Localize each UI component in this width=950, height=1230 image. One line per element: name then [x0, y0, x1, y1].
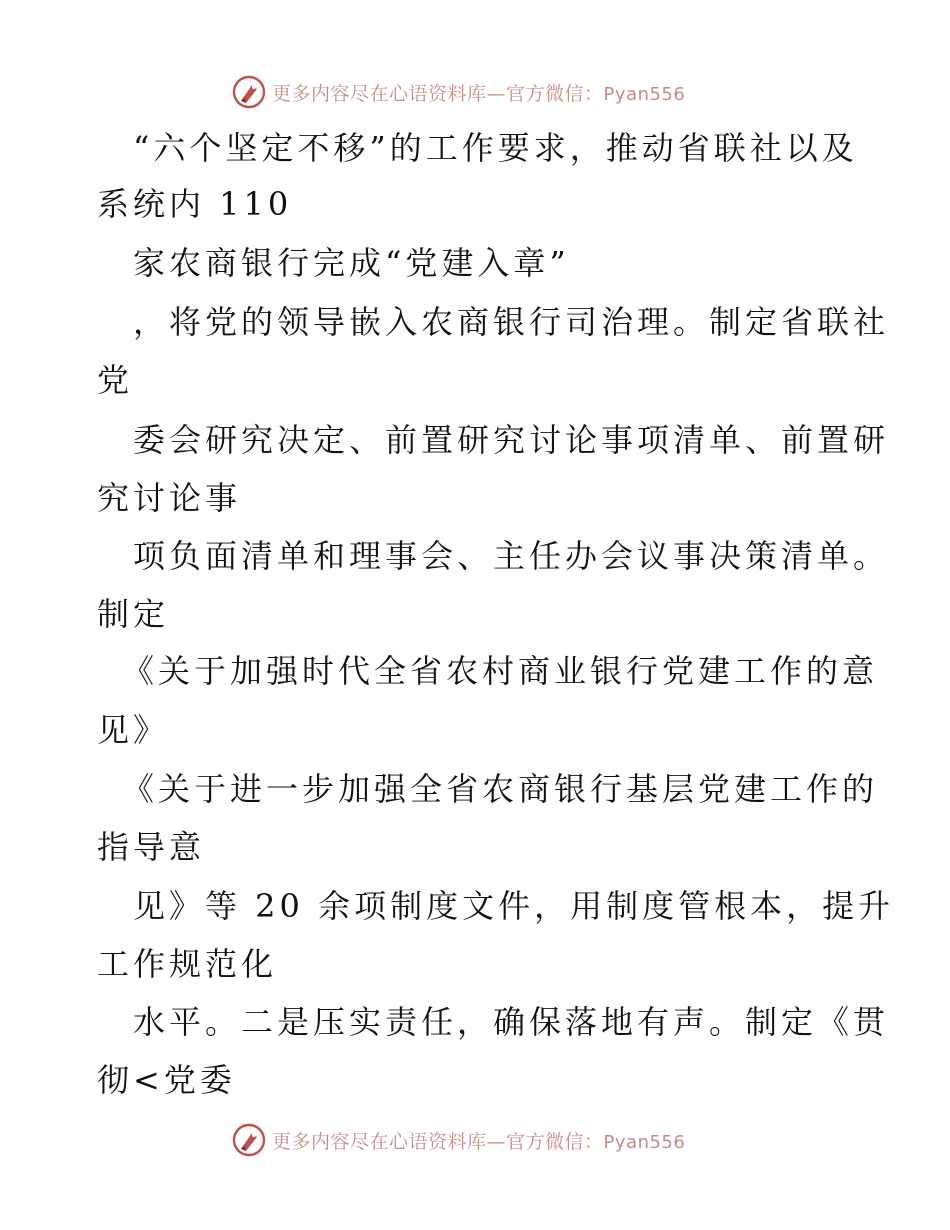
text-line: 项负面清单和理事会、主任办会议事决策清单。: [133, 537, 890, 575]
watermark-wechat-id: Pyan556: [603, 83, 686, 105]
text-line: 委会研究决定、前置研究讨论事项清单、前置研: [133, 421, 890, 459]
text-line: 系统内 110: [97, 185, 293, 223]
text-line: 指导意: [97, 828, 206, 866]
text-line: 制定: [97, 595, 170, 633]
watermark-separator: —: [486, 82, 507, 105]
footer-watermark: [232, 1120, 752, 1160]
text-line: “六个坚定不移”的工作要求，推动省联社以及: [133, 129, 858, 167]
watermark-wechat-id: Pyan556: [603, 1131, 686, 1153]
text-line: 究讨论事: [97, 479, 242, 517]
text-line: 水平。二是压实责任，确保落地有声。制定《贯: [133, 1003, 890, 1041]
text-line: 党: [97, 361, 134, 399]
pen-nib-logo-icon: [232, 1123, 266, 1157]
text-line: 《关于进一步加强全省农商银行基层党建工作的: [122, 770, 879, 808]
watermark-official-text: 官方微信：: [506, 1130, 604, 1153]
text-line: 彻<党委: [97, 1061, 236, 1099]
watermark-main-text: 更多内容尽在心语资料库: [272, 82, 487, 105]
text-line: 工作规范化: [97, 945, 278, 983]
watermark-main-text: 更多内容尽在心语资料库: [272, 1130, 487, 1153]
watermark-official-text: 官方微信：: [506, 82, 604, 105]
watermark-separator: —: [486, 1130, 507, 1153]
text-line: ，将党的领导嵌入农商银行司治理。制定省联社: [133, 303, 890, 341]
text-line: 见》等 20 余项制度文件，用制度管根本，提升: [133, 887, 895, 925]
watermark-text: [272, 1127, 685, 1154]
text-line: 家农商银行完成“党建入章”: [133, 244, 570, 282]
text-line: 《关于加强时代全省农村商业银行党建工作的意: [122, 652, 879, 690]
text-line: 见》: [97, 711, 170, 749]
